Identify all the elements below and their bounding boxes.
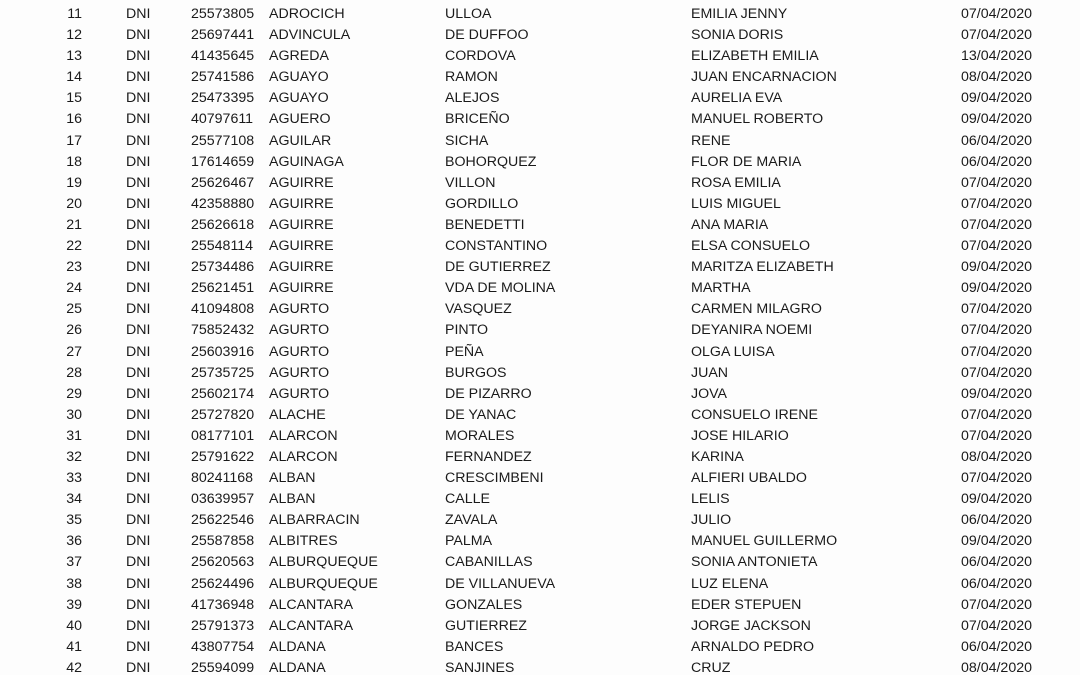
document-number: 17614659 bbox=[191, 153, 255, 170]
given-names: ELIZABETH EMILIA bbox=[691, 48, 819, 65]
date: 07/04/2020 bbox=[960, 27, 1032, 44]
document-number: 43807754 bbox=[191, 638, 255, 655]
row-number: 38 bbox=[66, 575, 82, 592]
row-number: 41 bbox=[66, 638, 82, 655]
row-number: 32 bbox=[66, 448, 82, 465]
document-type: DNI bbox=[126, 6, 151, 22]
date: 07/04/2020 bbox=[960, 195, 1032, 212]
table-row bbox=[0, 447, 1080, 468]
first-surname: AGREDA bbox=[269, 48, 329, 65]
table-row bbox=[0, 363, 1080, 384]
date: 07/04/2020 bbox=[960, 238, 1032, 255]
table-row bbox=[0, 46, 1080, 67]
given-names: OLGA LUISA bbox=[691, 343, 775, 360]
date: 09/04/2020 bbox=[960, 259, 1032, 276]
given-names: KARINA bbox=[691, 448, 744, 465]
table-row bbox=[0, 320, 1080, 341]
date: 07/04/2020 bbox=[960, 322, 1032, 339]
second-surname: DE DUFFOO bbox=[445, 27, 529, 44]
date: 07/04/2020 bbox=[960, 406, 1032, 423]
second-surname: SANJINES bbox=[445, 659, 515, 676]
table-row bbox=[0, 4, 1080, 25]
date: 06/04/2020 bbox=[960, 554, 1032, 571]
first-surname: AGUINAGA bbox=[269, 153, 344, 170]
document-type: DNI bbox=[126, 174, 151, 191]
date: 07/04/2020 bbox=[960, 343, 1032, 360]
table-row bbox=[0, 574, 1080, 595]
date: 06/04/2020 bbox=[960, 132, 1032, 149]
document-number: 25626618 bbox=[191, 216, 255, 233]
first-surname: AGUIRRE bbox=[269, 216, 334, 233]
row-number: 20 bbox=[66, 195, 82, 212]
second-surname: RAMON bbox=[445, 69, 498, 86]
document-number: 41435645 bbox=[191, 48, 255, 65]
first-surname: ALARCON bbox=[269, 427, 338, 444]
first-surname: ALCANTARA bbox=[269, 617, 354, 634]
second-surname: CORDOVA bbox=[445, 48, 516, 65]
document-type: DNI bbox=[126, 111, 151, 128]
given-names: LUZ ELENA bbox=[691, 575, 769, 592]
row-number: 29 bbox=[66, 385, 82, 402]
document-type: DNI bbox=[126, 427, 151, 444]
document-number: 25791622 bbox=[191, 448, 255, 465]
date: 07/04/2020 bbox=[960, 617, 1032, 634]
document-type: DNI bbox=[126, 132, 151, 149]
document-number: 25603916 bbox=[191, 343, 255, 360]
document-type: DNI bbox=[126, 406, 151, 423]
row-number: 21 bbox=[66, 216, 82, 233]
table-row bbox=[0, 152, 1080, 173]
document-type: DNI bbox=[126, 491, 151, 508]
document-type: DNI bbox=[126, 27, 151, 44]
registry-table bbox=[0, 4, 1080, 679]
date: 08/04/2020 bbox=[960, 69, 1032, 86]
table-row bbox=[0, 595, 1080, 616]
document-number: 25622546 bbox=[191, 512, 255, 529]
date: 07/04/2020 bbox=[960, 364, 1032, 381]
table-row bbox=[0, 109, 1080, 130]
document-type: DNI bbox=[126, 322, 151, 339]
second-surname: CABANILLAS bbox=[445, 554, 533, 571]
table-row bbox=[0, 426, 1080, 447]
date: 07/04/2020 bbox=[960, 470, 1032, 487]
document-number: 75852432 bbox=[191, 322, 255, 339]
date: 08/04/2020 bbox=[960, 448, 1032, 465]
document-number: 08177101 bbox=[191, 427, 255, 444]
row-number: 24 bbox=[66, 280, 82, 297]
date: 07/04/2020 bbox=[960, 596, 1032, 613]
given-names: ELSA CONSUELO bbox=[691, 238, 811, 255]
document-number: 25697441 bbox=[191, 27, 255, 44]
first-surname: ALBARRACIN bbox=[269, 512, 360, 529]
first-surname: ADROCICH bbox=[269, 6, 345, 22]
date: 09/04/2020 bbox=[960, 280, 1032, 297]
table-row bbox=[0, 384, 1080, 405]
document-number: 25734486 bbox=[191, 259, 255, 276]
first-surname: AGUIRRE bbox=[269, 195, 334, 212]
document-type: DNI bbox=[126, 533, 151, 550]
document-type: DNI bbox=[126, 617, 151, 634]
document-number: 25548114 bbox=[191, 238, 254, 255]
table-row bbox=[0, 215, 1080, 236]
document-type: DNI bbox=[126, 448, 151, 465]
row-number: 11 bbox=[67, 6, 82, 22]
table-row bbox=[0, 257, 1080, 278]
document-type: DNI bbox=[126, 301, 151, 318]
document-number: 25587858 bbox=[191, 533, 255, 550]
first-surname: ADVINCULA bbox=[269, 27, 351, 44]
document-number: 25624496 bbox=[191, 575, 255, 592]
given-names: JUAN bbox=[691, 364, 729, 381]
second-surname: BURGOS bbox=[445, 364, 507, 381]
table-row bbox=[0, 131, 1080, 152]
first-surname: ALACHE bbox=[269, 406, 326, 423]
second-surname: FERNANDEZ bbox=[445, 448, 532, 465]
document-number: 25735725 bbox=[191, 364, 255, 381]
given-names: JOVA bbox=[691, 385, 728, 402]
document-number: 41736948 bbox=[191, 596, 255, 613]
document-number: 25602174 bbox=[191, 385, 255, 402]
row-number: 22 bbox=[66, 238, 82, 255]
row-number: 35 bbox=[66, 512, 82, 529]
document-number: 25621451 bbox=[191, 280, 255, 297]
second-surname: CONSTANTINO bbox=[445, 238, 548, 255]
first-surname: AGURTO bbox=[269, 322, 330, 339]
document-type: DNI bbox=[126, 596, 151, 613]
first-surname: AGUAYO bbox=[269, 90, 329, 107]
given-names: JORGE JACKSON bbox=[691, 617, 811, 634]
date: 09/04/2020 bbox=[960, 90, 1032, 107]
given-names: MARITZA ELIZABETH bbox=[691, 259, 834, 276]
given-names: FLOR DE MARIA bbox=[691, 153, 802, 170]
document-type: DNI bbox=[126, 385, 151, 402]
row-number: 18 bbox=[66, 153, 82, 170]
second-surname: GUTIERREZ bbox=[445, 617, 527, 634]
date: 13/04/2020 bbox=[960, 48, 1032, 65]
document-type: DNI bbox=[126, 554, 151, 571]
second-surname: DE VILLANUEVA bbox=[445, 575, 556, 592]
row-number: 23 bbox=[66, 259, 82, 276]
document-type: DNI bbox=[126, 69, 151, 86]
second-surname: GONZALES bbox=[445, 596, 523, 613]
row-number: 34 bbox=[66, 491, 82, 508]
second-surname: BENEDETTI bbox=[445, 216, 525, 233]
table-row bbox=[0, 637, 1080, 658]
document-type: DNI bbox=[126, 512, 151, 529]
document-type: DNI bbox=[126, 470, 151, 487]
given-names: JOSE HILARIO bbox=[691, 427, 789, 444]
first-surname: AGUIRRE bbox=[269, 174, 334, 191]
second-surname: DE PIZARRO bbox=[445, 385, 532, 402]
row-number: 14 bbox=[66, 69, 82, 86]
second-surname: MORALES bbox=[445, 427, 515, 444]
row-number: 15 bbox=[66, 90, 82, 107]
table-row bbox=[0, 405, 1080, 426]
date: 09/04/2020 bbox=[960, 385, 1032, 402]
row-number: 13 bbox=[66, 48, 82, 65]
given-names: EDER STEPUEN bbox=[691, 596, 802, 613]
second-surname: ZAVALA bbox=[445, 512, 498, 529]
document-number: 25791373 bbox=[191, 617, 255, 634]
date: 07/04/2020 bbox=[960, 301, 1032, 318]
second-surname: PINTO bbox=[445, 322, 489, 339]
row-number: 19 bbox=[66, 174, 82, 191]
document-number: 25741586 bbox=[191, 69, 255, 86]
row-number: 31 bbox=[66, 427, 82, 444]
given-names: CRUZ bbox=[691, 659, 731, 676]
given-names: MARTHA bbox=[691, 280, 751, 297]
first-surname: AGURTO bbox=[269, 364, 330, 381]
row-number: 28 bbox=[66, 364, 82, 381]
document-type: DNI bbox=[126, 280, 151, 297]
row-number: 40 bbox=[66, 617, 82, 634]
second-surname: PEÑA bbox=[445, 343, 484, 360]
document-type: DNI bbox=[126, 153, 151, 170]
table-row bbox=[0, 552, 1080, 573]
date: 09/04/2020 bbox=[960, 491, 1032, 508]
row-number: 25 bbox=[66, 301, 82, 318]
document-type: DNI bbox=[126, 90, 151, 107]
second-surname: VDA DE MOLINA bbox=[445, 280, 556, 297]
first-surname: AGURTO bbox=[269, 385, 330, 402]
first-surname: ALCANTARA bbox=[269, 596, 354, 613]
document-number: 80241168 bbox=[191, 470, 254, 487]
second-surname: BANCES bbox=[445, 638, 504, 655]
date: 08/04/2020 bbox=[960, 659, 1032, 676]
second-surname: CALLE bbox=[445, 491, 490, 508]
document-type: DNI bbox=[126, 259, 151, 276]
table-row bbox=[0, 67, 1080, 88]
given-names: RENE bbox=[691, 132, 731, 149]
first-surname: ALBITRES bbox=[269, 533, 338, 550]
document-number: 40797611 bbox=[191, 111, 254, 128]
given-names: CARMEN MILAGRO bbox=[691, 301, 822, 318]
table-row bbox=[0, 616, 1080, 637]
given-names: ROSA EMILIA bbox=[691, 174, 781, 191]
second-surname: ALEJOS bbox=[445, 90, 500, 107]
first-surname: ALDANA bbox=[269, 659, 326, 676]
date: 07/04/2020 bbox=[960, 216, 1032, 233]
table-row bbox=[0, 194, 1080, 215]
given-names: LELIS bbox=[691, 491, 730, 508]
document-type: DNI bbox=[126, 343, 151, 360]
document-type: DNI bbox=[126, 659, 151, 676]
first-surname: ALBURQUEQUE bbox=[269, 575, 378, 592]
row-number: 39 bbox=[66, 596, 82, 613]
second-surname: GORDILLO bbox=[445, 195, 519, 212]
first-surname: AGUERO bbox=[269, 111, 331, 128]
row-number: 16 bbox=[66, 111, 82, 128]
first-surname: AGUIRRE bbox=[269, 280, 334, 297]
document-number: 25573805 bbox=[191, 6, 255, 22]
document-type: DNI bbox=[126, 216, 151, 233]
date: 06/04/2020 bbox=[960, 153, 1032, 170]
row-number: 30 bbox=[66, 406, 82, 423]
second-surname: BOHORQUEZ bbox=[445, 153, 537, 170]
first-surname: AGURTO bbox=[269, 343, 330, 360]
table-row bbox=[0, 510, 1080, 531]
second-surname: VASQUEZ bbox=[445, 301, 512, 318]
first-surname: ALARCON bbox=[269, 448, 338, 465]
date: 07/04/2020 bbox=[960, 6, 1032, 22]
row-number: 17 bbox=[66, 132, 82, 149]
date: 09/04/2020 bbox=[960, 111, 1032, 128]
first-surname: ALBURQUEQUE bbox=[269, 554, 378, 571]
document-number: 25577108 bbox=[191, 132, 255, 149]
given-names: ARNALDO PEDRO bbox=[691, 638, 814, 655]
given-names: SONIA DORIS bbox=[691, 27, 784, 44]
date: 06/04/2020 bbox=[960, 638, 1032, 655]
table-row bbox=[0, 489, 1080, 510]
document-number: 25594099 bbox=[191, 659, 255, 676]
row-number: 12 bbox=[66, 27, 82, 44]
given-names: ALFIERI UBALDO bbox=[691, 470, 807, 487]
table-row bbox=[0, 88, 1080, 109]
second-surname: BRICEÑO bbox=[445, 111, 510, 128]
table-row bbox=[0, 531, 1080, 552]
second-surname: ULLOA bbox=[445, 6, 492, 22]
given-names: AURELIA EVA bbox=[691, 90, 783, 107]
given-names: JULIO bbox=[691, 512, 732, 529]
given-names: JUAN ENCARNACION bbox=[691, 69, 837, 86]
table-row bbox=[0, 25, 1080, 46]
document-type: DNI bbox=[126, 364, 151, 381]
first-surname: AGUIRRE bbox=[269, 259, 334, 276]
row-number: 36 bbox=[66, 533, 82, 550]
date: 06/04/2020 bbox=[960, 575, 1032, 592]
document-number: 25727820 bbox=[191, 406, 255, 423]
document-type: DNI bbox=[126, 48, 151, 65]
document-number: 03639957 bbox=[191, 491, 255, 508]
document-type: DNI bbox=[126, 575, 151, 592]
table-row bbox=[0, 342, 1080, 363]
second-surname: CRESCIMBENI bbox=[445, 470, 544, 487]
second-surname: PALMA bbox=[445, 533, 493, 550]
date: 06/04/2020 bbox=[960, 512, 1032, 529]
first-surname: AGUAYO bbox=[269, 69, 329, 86]
given-names: MANUEL GUILLERMO bbox=[691, 533, 838, 550]
table-row bbox=[0, 299, 1080, 320]
document-number: 25473395 bbox=[191, 90, 255, 107]
document-type: DNI bbox=[126, 238, 151, 255]
document-number: 41094808 bbox=[191, 301, 255, 318]
given-names: ANA MARIA bbox=[691, 216, 769, 233]
given-names: MANUEL ROBERTO bbox=[691, 111, 824, 128]
first-surname: AGURTO bbox=[269, 301, 330, 318]
document-number: 42358880 bbox=[191, 195, 255, 212]
given-names: CONSUELO IRENE bbox=[691, 406, 818, 423]
second-surname: DE YANAC bbox=[445, 406, 517, 423]
second-surname: DE GUTIERREZ bbox=[445, 259, 551, 276]
first-surname: AGUILAR bbox=[269, 132, 332, 149]
date: 07/04/2020 bbox=[960, 427, 1032, 444]
table-row bbox=[0, 173, 1080, 194]
second-surname: SICHA bbox=[445, 132, 489, 149]
row-number: 33 bbox=[66, 470, 82, 487]
given-names: EMILIA JENNY bbox=[691, 6, 788, 22]
second-surname: VILLON bbox=[445, 174, 496, 191]
table-row bbox=[0, 658, 1080, 679]
row-number: 27 bbox=[66, 343, 82, 360]
first-surname: AGUIRRE bbox=[269, 238, 334, 255]
row-number: 26 bbox=[66, 322, 82, 339]
table-row bbox=[0, 236, 1080, 257]
row-number: 37 bbox=[66, 554, 82, 571]
first-surname: ALBAN bbox=[269, 470, 316, 487]
first-surname: ALDANA bbox=[269, 638, 326, 655]
date: 07/04/2020 bbox=[960, 174, 1032, 191]
row-number: 42 bbox=[66, 659, 82, 676]
first-surname: ALBAN bbox=[269, 491, 316, 508]
date: 09/04/2020 bbox=[960, 533, 1032, 550]
document-type: DNI bbox=[126, 638, 151, 655]
given-names: DEYANIRA NOEMI bbox=[691, 322, 813, 339]
document-type: DNI bbox=[126, 195, 151, 212]
table-row bbox=[0, 278, 1080, 299]
document-number: 25620563 bbox=[191, 554, 255, 571]
given-names: SONIA ANTONIETA bbox=[691, 554, 818, 571]
table-row bbox=[0, 468, 1080, 489]
given-names: LUIS MIGUEL bbox=[691, 195, 781, 212]
document-number: 25626467 bbox=[191, 174, 255, 191]
